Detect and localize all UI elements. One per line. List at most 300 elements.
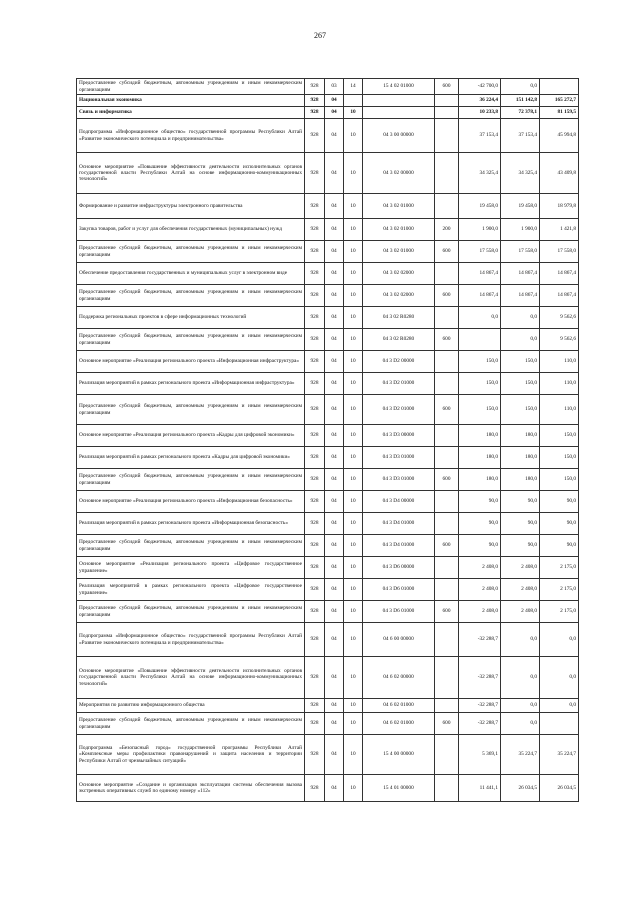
target-article-cell: 04 3 D6 01000: [363, 601, 435, 623]
table-row: [77, 699, 579, 713]
row-name-cell: Национальная экономика: [77, 95, 305, 107]
glava-cell: 928: [305, 79, 325, 95]
podrazdel-cell: 10: [344, 735, 363, 775]
amount-cell-1: 14 867,4: [459, 263, 501, 285]
podrazdel-cell: 10: [344, 775, 363, 802]
row-name-cell: Предоставление субсидий бюджетным, автономным учреждениям и иным некоммерческим организациям: [77, 79, 305, 95]
expense-type-cell: [435, 735, 459, 775]
expense-type-cell: [435, 107, 459, 119]
amount-cell-2: 0,0: [501, 307, 540, 329]
target-article-cell: 04 3 D3 01000: [363, 447, 435, 469]
razdel-cell: 04: [325, 351, 344, 373]
amount-cell-1: 17 558,0: [459, 241, 501, 263]
page-number: 267: [314, 31, 326, 40]
table-row: [77, 119, 579, 153]
expense-type-cell: [435, 657, 459, 699]
target-article-cell: 15 4 00 00000: [363, 735, 435, 775]
razdel-cell: 04: [325, 425, 344, 447]
target-article-cell: 04 6 00 00000: [363, 623, 435, 657]
target-article-cell: 04 6 02 01000: [363, 699, 435, 713]
amount-cell-1: 37 153,4: [459, 119, 501, 153]
podrazdel-cell: 10: [344, 447, 363, 469]
razdel-cell: 04: [325, 735, 344, 775]
amount-cell-3: 0,0: [540, 699, 579, 713]
table-row: [77, 263, 579, 285]
podrazdel-cell: 10: [344, 713, 363, 735]
target-article-cell: 15 4 01 00000: [363, 775, 435, 802]
podrazdel-cell: 10: [344, 557, 363, 579]
amount-cell-3: 2 175,0: [540, 601, 579, 623]
amount-cell-1: 0,0: [459, 307, 501, 329]
amount-cell-2: 26 034,5: [501, 775, 540, 802]
expense-type-cell: [435, 491, 459, 513]
expense-type-cell: 600: [435, 241, 459, 263]
glava-cell: 928: [305, 713, 325, 735]
podrazdel-cell: 10: [344, 285, 363, 307]
target-article-cell: 04 3 D6 00000: [363, 557, 435, 579]
amount-cell-2: 2 408,0: [501, 557, 540, 579]
amount-cell-2: 2 408,0: [501, 579, 540, 601]
row-name-cell: Реализация мероприятий в рамках регионального проекта «Информационная инфраструктура»: [77, 373, 305, 395]
amount-cell-1: 90,0: [459, 491, 501, 513]
amount-cell-2: 72 378,1: [501, 107, 540, 119]
glava-cell: 928: [305, 107, 325, 119]
glava-cell: 928: [305, 194, 325, 219]
razdel-cell: 04: [325, 395, 344, 425]
expense-type-cell: 600: [435, 469, 459, 491]
razdel-cell: 04: [325, 95, 344, 107]
amount-cell-2: 14 867,4: [501, 263, 540, 285]
row-name-cell: Основное мероприятие «Создание и организация эксплуатации системы обеспечения вызова экстренных оперативных служб по единому номеру «112»: [77, 775, 305, 802]
amount-cell-2: 180,0: [501, 447, 540, 469]
amount-cell-2: 1 900,0: [501, 219, 540, 241]
razdel-cell: 04: [325, 194, 344, 219]
target-article-cell: 04 6 02 01000: [363, 713, 435, 735]
target-article-cell: 04 3 D6 01000: [363, 579, 435, 601]
razdel-cell: 04: [325, 447, 344, 469]
amount-cell-1: 180,0: [459, 469, 501, 491]
amount-cell-3: 150,0: [540, 469, 579, 491]
amount-cell-1: 19 458,0: [459, 194, 501, 219]
expense-type-cell: [435, 307, 459, 329]
amount-cell-2: 2 408,0: [501, 601, 540, 623]
row-name-cell: Реализация мероприятий в рамках регионального проекта «Кадры для цифровой экономики»: [77, 447, 305, 469]
podrazdel-cell: 10: [344, 395, 363, 425]
amount-cell-1: 2 408,0: [459, 601, 501, 623]
razdel-cell: 04: [325, 263, 344, 285]
expense-type-cell: [435, 775, 459, 802]
expense-type-cell: [435, 623, 459, 657]
glava-cell: 928: [305, 775, 325, 802]
amount-cell-3: 14 867,4: [540, 263, 579, 285]
amount-cell-3: 110,0: [540, 351, 579, 373]
amount-cell-2: 0,0: [501, 713, 540, 735]
amount-cell-3: [540, 79, 579, 95]
amount-cell-1: 2 408,0: [459, 579, 501, 601]
podrazdel-cell: 10: [344, 699, 363, 713]
amount-cell-2: 37 153,4: [501, 119, 540, 153]
glava-cell: 928: [305, 469, 325, 491]
row-name-cell: Предоставление субсидий бюджетным, автономным учреждениям и иным некоммерческим организациям: [77, 469, 305, 491]
expense-type-cell: [435, 194, 459, 219]
table-row: [77, 107, 579, 119]
amount-cell-3: 90,0: [540, 513, 579, 535]
table-row: [77, 447, 579, 469]
amount-cell-3: 26 034,5: [540, 775, 579, 802]
table-row: [77, 395, 579, 425]
razdel-cell: 04: [325, 119, 344, 153]
glava-cell: 928: [305, 241, 325, 263]
razdel-cell: 04: [325, 373, 344, 395]
razdel-cell: 04: [325, 285, 344, 307]
glava-cell: 928: [305, 95, 325, 107]
row-name-cell: Основное мероприятие «Реализация регионального проекта «Информационная инфраструктура»: [77, 351, 305, 373]
amount-cell-1: -32 288,7: [459, 713, 501, 735]
table-row: [77, 579, 579, 601]
amount-cell-2: 0,0: [501, 79, 540, 95]
podrazdel-cell: 10: [344, 263, 363, 285]
target-article-cell: 04 3 D2 01000: [363, 395, 435, 425]
razdel-cell: 04: [325, 775, 344, 802]
amount-cell-1: 90,0: [459, 513, 501, 535]
amount-cell-1: 1 900,0: [459, 219, 501, 241]
amount-cell-3: 35 224,7: [540, 735, 579, 775]
amount-cell-2: 0,0: [501, 329, 540, 351]
amount-cell-3: 110,0: [540, 395, 579, 425]
glava-cell: 928: [305, 535, 325, 557]
row-name-cell: Основное мероприятие «Повышение эффективности деятельности исполнительных органов государственной власти Республики Алтай на основе информационно-коммуникационных технологий»: [77, 153, 305, 194]
amount-cell-2: 34 325,4: [501, 153, 540, 194]
razdel-cell: 03: [325, 79, 344, 95]
glava-cell: 928: [305, 263, 325, 285]
table-row: [77, 373, 579, 395]
glava-cell: 928: [305, 285, 325, 307]
amount-cell-2: 90,0: [501, 513, 540, 535]
target-article-cell: 04 3 02 02000: [363, 263, 435, 285]
amount-cell-3: 14 867,4: [540, 285, 579, 307]
amount-cell-3: 2 175,0: [540, 557, 579, 579]
podrazdel-cell: 10: [344, 107, 363, 119]
glava-cell: 928: [305, 351, 325, 373]
podrazdel-cell: 10: [344, 657, 363, 699]
amount-cell-3: 9 562,6: [540, 307, 579, 329]
amount-cell-1: 10 233,8: [459, 107, 501, 119]
amount-cell-1: 150,0: [459, 395, 501, 425]
amount-cell-3: 165 272,7: [540, 95, 579, 107]
amount-cell-1: [459, 329, 501, 351]
amount-cell-1: 150,0: [459, 373, 501, 395]
razdel-cell: 04: [325, 623, 344, 657]
amount-cell-1: 90,0: [459, 535, 501, 557]
target-article-cell: 04 3 02 01000: [363, 219, 435, 241]
razdel-cell: 04: [325, 513, 344, 535]
table-row: [77, 79, 579, 95]
table-row: [77, 285, 579, 307]
target-article-cell: 04 3 02 01000: [363, 241, 435, 263]
target-article-cell: 04 3 02 R0280: [363, 329, 435, 351]
podrazdel-cell: 10: [344, 601, 363, 623]
target-article-cell: [363, 107, 435, 119]
glava-cell: 928: [305, 623, 325, 657]
expense-type-cell: 600: [435, 395, 459, 425]
podrazdel-cell: [344, 95, 363, 107]
podrazdel-cell: 14: [344, 79, 363, 95]
table-row: [77, 95, 579, 107]
target-article-cell: 04 3 D3 00000: [363, 425, 435, 447]
amount-cell-1: -32 288,7: [459, 699, 501, 713]
podrazdel-cell: 10: [344, 329, 363, 351]
amount-cell-3: 110,0: [540, 373, 579, 395]
amount-cell-3: 0,0: [540, 657, 579, 699]
amount-cell-2: 150,0: [501, 395, 540, 425]
target-article-cell: 04 3 D4 01000: [363, 513, 435, 535]
row-name-cell: Мероприятия по развитию информационного общества: [77, 699, 305, 713]
amount-cell-3: [540, 713, 579, 735]
podrazdel-cell: 10: [344, 307, 363, 329]
expense-type-cell: [435, 513, 459, 535]
razdel-cell: 04: [325, 469, 344, 491]
amount-cell-2: 150,0: [501, 351, 540, 373]
amount-cell-3: 150,0: [540, 425, 579, 447]
target-article-cell: 04 3 02 01000: [363, 194, 435, 219]
glava-cell: 928: [305, 491, 325, 513]
row-name-cell: Основное мероприятие «Повышение эффективности деятельности исполнительных органов государственной власти Республики Алтай на основе информационно-коммуникационных технологий»: [77, 657, 305, 699]
razdel-cell: 04: [325, 601, 344, 623]
target-article-cell: 04 3 D4 00000: [363, 491, 435, 513]
expense-type-cell: [435, 557, 459, 579]
target-article-cell: 04 3 D3 01000: [363, 469, 435, 491]
glava-cell: 928: [305, 657, 325, 699]
table-row: [77, 241, 579, 263]
table-row: [77, 491, 579, 513]
razdel-cell: 04: [325, 241, 344, 263]
amount-cell-3: 43 409,8: [540, 153, 579, 194]
amount-cell-1: 180,0: [459, 447, 501, 469]
razdel-cell: 04: [325, 491, 344, 513]
amount-cell-2: 150,0: [501, 373, 540, 395]
table-row: [77, 194, 579, 219]
podrazdel-cell: 10: [344, 241, 363, 263]
amount-cell-1: -32 288,7: [459, 657, 501, 699]
row-name-cell: Предоставление субсидий бюджетным, автономным учреждениям и иным некоммерческим организациям: [77, 329, 305, 351]
podrazdel-cell: 10: [344, 623, 363, 657]
target-article-cell: 04 3 D2 00000: [363, 351, 435, 373]
glava-cell: 928: [305, 513, 325, 535]
row-name-cell: Предоставление субсидий бюджетным, автономным учреждениям и иным некоммерческим организациям: [77, 285, 305, 307]
podrazdel-cell: 10: [344, 535, 363, 557]
glava-cell: 928: [305, 699, 325, 713]
amount-cell-2: 180,0: [501, 425, 540, 447]
podrazdel-cell: 10: [344, 513, 363, 535]
row-name-cell: Связь и информатика: [77, 107, 305, 119]
podrazdel-cell: 10: [344, 469, 363, 491]
row-name-cell: Закупка товаров, работ и услуг для обеспечения государственных (муниципальных) нужд: [77, 219, 305, 241]
table-row: [77, 219, 579, 241]
row-name-cell: Обеспечение предоставления государственных и муниципальных услуг в электронном виде: [77, 263, 305, 285]
target-article-cell: 04 3 00 00000: [363, 119, 435, 153]
table-row: [77, 351, 579, 373]
amount-cell-3: 90,0: [540, 491, 579, 513]
podrazdel-cell: 10: [344, 194, 363, 219]
razdel-cell: 04: [325, 219, 344, 241]
podrazdel-cell: 10: [344, 491, 363, 513]
glava-cell: 928: [305, 447, 325, 469]
table-row: [77, 657, 579, 699]
amount-cell-1: 180,0: [459, 425, 501, 447]
expense-type-cell: 600: [435, 285, 459, 307]
amount-cell-2: 180,0: [501, 469, 540, 491]
target-article-cell: 04 6 02 00000: [363, 657, 435, 699]
row-name-cell: Предоставление субсидий бюджетным, автономным учреждениям и иным некоммерческим организациям: [77, 713, 305, 735]
amount-cell-1: 11 441,1: [459, 775, 501, 802]
row-name-cell: Предоставление субсидий бюджетным, автономным учреждениям и иным некоммерческим организациям: [77, 601, 305, 623]
expense-type-cell: 600: [435, 535, 459, 557]
expense-type-cell: [435, 699, 459, 713]
expense-type-cell: [435, 153, 459, 194]
amount-cell-2: 0,0: [501, 699, 540, 713]
glava-cell: 928: [305, 373, 325, 395]
razdel-cell: 04: [325, 579, 344, 601]
expense-type-cell: [435, 119, 459, 153]
podrazdel-cell: 10: [344, 425, 363, 447]
podrazdel-cell: 10: [344, 351, 363, 373]
glava-cell: 928: [305, 557, 325, 579]
target-article-cell: [363, 95, 435, 107]
expense-type-cell: 600: [435, 79, 459, 95]
amount-cell-2: 151 142,8: [501, 95, 540, 107]
expense-type-cell: 600: [435, 601, 459, 623]
row-name-cell: Подпрограмма «Информационное общество» государственной программы Республики Алтай «Развитие экономического потенциала и предпринимательства»: [77, 623, 305, 657]
amount-cell-3: 150,0: [540, 447, 579, 469]
glava-cell: 928: [305, 425, 325, 447]
row-name-cell: Предоставление субсидий бюджетным, автономным учреждениям и иным некоммерческим организациям: [77, 535, 305, 557]
glava-cell: 928: [305, 119, 325, 153]
row-name-cell: Подпрограмма «Информационное общество» государственной программы Республики Алтай «Развитие экономического потенциала и предпринимательства»: [77, 119, 305, 153]
table-row: [77, 425, 579, 447]
target-article-cell: 04 3 02 00000: [363, 153, 435, 194]
podrazdel-cell: 10: [344, 579, 363, 601]
target-article-cell: 04 3 D4 01000: [363, 535, 435, 557]
amount-cell-1: 14 867,4: [459, 285, 501, 307]
amount-cell-1: 34 325,4: [459, 153, 501, 194]
amount-cell-1: -32 288,7: [459, 623, 501, 657]
target-article-cell: 04 3 D2 01000: [363, 373, 435, 395]
row-name-cell: Реализация мероприятий в рамках регионального проекта «Информационная безопасность»: [77, 513, 305, 535]
amount-cell-2: 19 458,0: [501, 194, 540, 219]
amount-cell-3: 9 562,6: [540, 329, 579, 351]
row-name-cell: Поддержка региональных проектов в сфере информационных технологий: [77, 307, 305, 329]
razdel-cell: 04: [325, 307, 344, 329]
razdel-cell: 04: [325, 535, 344, 557]
table-row: [77, 469, 579, 491]
expense-type-cell: [435, 579, 459, 601]
glava-cell: 928: [305, 601, 325, 623]
razdel-cell: 04: [325, 657, 344, 699]
podrazdel-cell: 10: [344, 373, 363, 395]
expense-type-cell: [435, 263, 459, 285]
razdel-cell: 04: [325, 699, 344, 713]
expense-type-cell: 200: [435, 219, 459, 241]
amount-cell-3: 0,0: [540, 623, 579, 657]
amount-cell-3: 18 979,8: [540, 194, 579, 219]
amount-cell-1: 5 369,1: [459, 735, 501, 775]
podrazdel-cell: 10: [344, 119, 363, 153]
expense-type-cell: [435, 351, 459, 373]
table-row: [77, 329, 579, 351]
target-article-cell: 04 3 02 02000: [363, 285, 435, 307]
glava-cell: 928: [305, 579, 325, 601]
glava-cell: 928: [305, 395, 325, 425]
amount-cell-1: 2 408,0: [459, 557, 501, 579]
glava-cell: 928: [305, 219, 325, 241]
target-article-cell: 15 4 02 01000: [363, 79, 435, 95]
expense-type-cell: 600: [435, 329, 459, 351]
row-name-cell: Формирование и развитие инфраструктуры электронного правительства: [77, 194, 305, 219]
budget-table-body: [77, 79, 579, 802]
row-name-cell: Предоставление субсидий бюджетным, автономным учреждениям и иным некоммерческим организациям: [77, 241, 305, 263]
table-row: [77, 601, 579, 623]
amount-cell-3: 45 994,8: [540, 119, 579, 153]
target-article-cell: 04 3 02 R0280: [363, 307, 435, 329]
expense-type-cell: [435, 95, 459, 107]
amount-cell-2: 35 224,7: [501, 735, 540, 775]
amount-cell-1: 150,0: [459, 351, 501, 373]
glava-cell: 928: [305, 329, 325, 351]
razdel-cell: 04: [325, 153, 344, 194]
table-row: [77, 557, 579, 579]
glava-cell: 928: [305, 307, 325, 329]
amount-cell-3: 81 159,5: [540, 107, 579, 119]
amount-cell-2: 0,0: [501, 657, 540, 699]
glava-cell: 928: [305, 735, 325, 775]
table-row: [77, 713, 579, 735]
table-row: [77, 153, 579, 194]
row-name-cell: Подпрограмма «Безопасный город» государственной программы Республики Алтай «Комплексные меры профилактики правонарушений и защита населения и территории Республики Алтай от чрезвычайных ситуаций»: [77, 735, 305, 775]
amount-cell-1: -42 700,0: [459, 79, 501, 95]
table-row: [77, 775, 579, 802]
table-row: [77, 623, 579, 657]
amount-cell-3: 17 558,0: [540, 241, 579, 263]
expense-type-cell: [435, 447, 459, 469]
row-name-cell: Предоставление субсидий бюджетным, автономным учреждениям и иным некоммерческим организациям: [77, 395, 305, 425]
expense-type-cell: [435, 373, 459, 395]
expense-type-cell: [435, 425, 459, 447]
razdel-cell: 04: [325, 557, 344, 579]
amount-cell-3: 90,0: [540, 535, 579, 557]
table-row: [77, 535, 579, 557]
podrazdel-cell: 10: [344, 219, 363, 241]
budget-table: [76, 78, 579, 802]
table-row: [77, 513, 579, 535]
row-name-cell: Основное мероприятие «Реализация регионального проекта «Кадры для цифровой экономики»: [77, 425, 305, 447]
amount-cell-1: 36 224,4: [459, 95, 501, 107]
amount-cell-3: 2 175,0: [540, 579, 579, 601]
table-row: [77, 735, 579, 775]
row-name-cell: Реализация мероприятий в рамках регионального проекта «Цифровое государственное управление»: [77, 579, 305, 601]
amount-cell-2: 90,0: [501, 491, 540, 513]
podrazdel-cell: 10: [344, 153, 363, 194]
amount-cell-2: 0,0: [501, 623, 540, 657]
razdel-cell: 04: [325, 713, 344, 735]
amount-cell-2: 14 867,4: [501, 285, 540, 307]
expense-type-cell: 600: [435, 713, 459, 735]
amount-cell-2: 17 558,0: [501, 241, 540, 263]
amount-cell-3: 1 421,8: [540, 219, 579, 241]
row-name-cell: Основное мероприятие «Реализация регионального проекта «Цифровое государственное управление»: [77, 557, 305, 579]
amount-cell-2: 90,0: [501, 535, 540, 557]
razdel-cell: 04: [325, 329, 344, 351]
table-row: [77, 307, 579, 329]
